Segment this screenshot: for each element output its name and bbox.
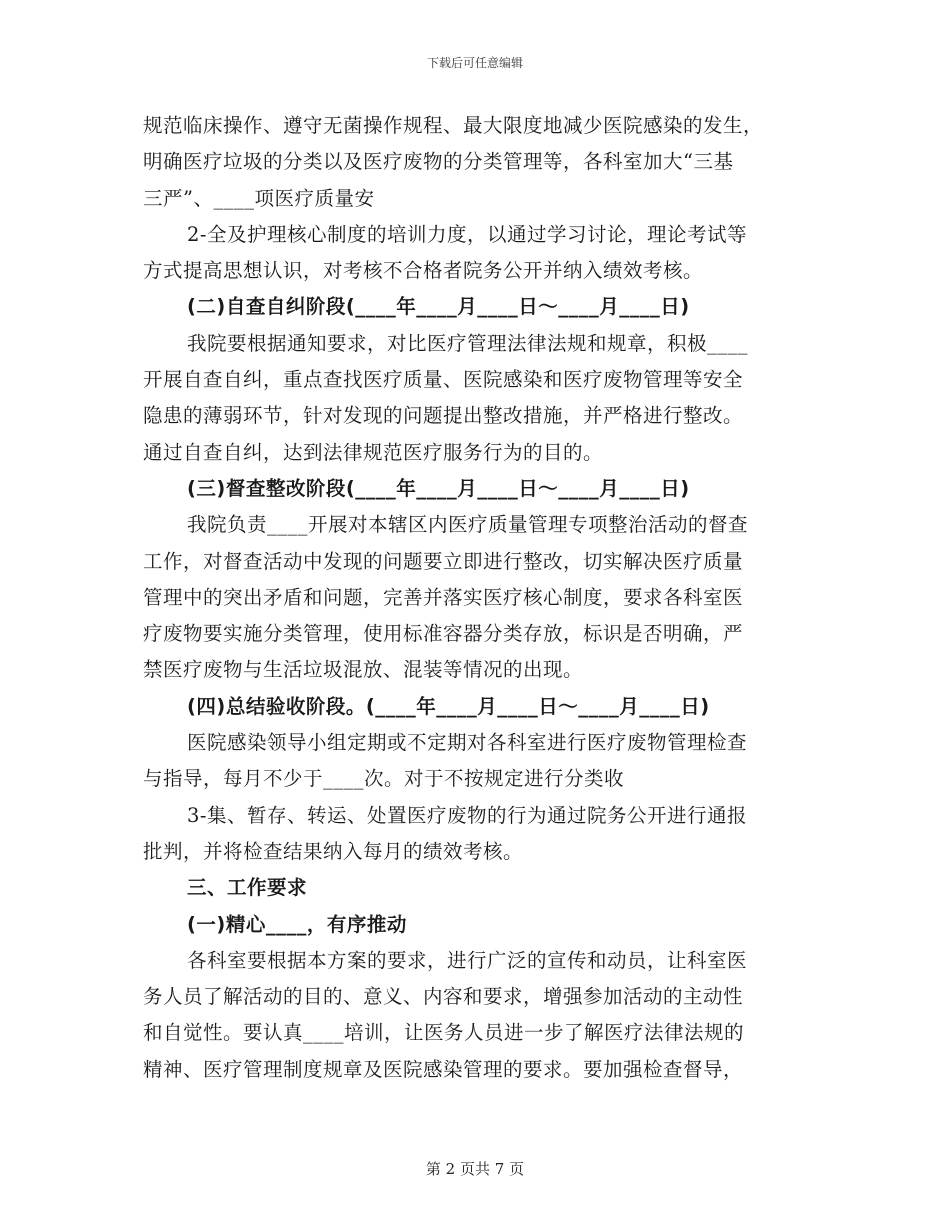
section-heading: (二)自查自纠阶段(____年____月____日～____月____日): [187, 295, 690, 319]
paragraph-line: 3-集、暂存、转运、处置医疗废物的行为通过院务公开进行通报: [187, 803, 747, 827]
paragraph-line: 与指导，每月不少于____次。对于不按规定进行分类收: [143, 767, 625, 791]
paragraph-line: 隐患的薄弱环节，针对发现的问题提出整改措施，并严格进行整改。: [143, 404, 744, 428]
paragraph-line: 管理中的突出矛盾和问题，完善并落实医疗核心制度，要求各科室医: [143, 585, 744, 609]
document-body: [143, 108, 808, 1088]
paragraph-line: 通过自查自纠，达到法律规范医疗服务行为的目的。: [143, 440, 604, 464]
paragraph-line: 务人员了解活动的目的、意义、内容和要求，增强参加活动的主动性: [143, 985, 744, 1009]
section-heading: (三)督查整改阶段(____年____月____日～____月____日): [187, 476, 690, 500]
paragraph-line: 和自觉性。要认真____培训，让医务人员进一步了解医疗法律法规的: [143, 1021, 745, 1045]
paragraph-line: 工作，对督查活动中发现的问题要立即进行整改，切实解决医疗质量: [143, 549, 744, 573]
paragraph-line: 明确医疗垃圾的分类以及医疗废物的分类管理等，各科室加大“三基: [143, 150, 734, 174]
section-heading: (四)总结验收阶段。(____年____月____日～____月____日): [187, 694, 710, 718]
paragraph-line: 疗废物要实施分类管理，使用标准容器分类存放，标识是否明确，严: [143, 622, 744, 646]
paragraph-line: 精神、医疗管理制度规章及医院感染管理的要求。要加强检查督导，: [143, 1057, 744, 1081]
page-footer: 第 2 页共 7 页: [425, 1160, 525, 1178]
paragraph-line: 我院要根据通知要求，对比医疗管理法律法规和规章，积极____: [187, 331, 749, 355]
paragraph-line: 三严”、____项医疗质量安: [143, 186, 375, 210]
paragraph-line: 规范临床操作、遵守无菌操作规程、最大限度地减少医院感染的发生，: [143, 114, 764, 137]
paragraph-line: 方式提高思想认识，对考核不合格者院务公开并纳入绩效考核。: [143, 259, 704, 283]
paragraph-line: 我院负责____开展对本辖区内医疗质量管理专项整治活动的督查: [187, 513, 749, 537]
paragraph-line: 2-全及护理核心制度的培训力度，以通过学习讨论，理论考试等: [187, 222, 747, 246]
section-heading: (一)精心____，有序推动: [187, 912, 407, 936]
page-header: 下载后可任意编辑: [426, 56, 523, 70]
paragraph-line: 批判，并将检查结果纳入每月的绩效考核。: [143, 839, 524, 863]
paragraph-line: 医院感染领导小组定期或不定期对各科室进行医疗废物管理检查: [187, 731, 748, 755]
paragraph-line: 开展自查自纠，重点查找医疗质量、医院感染和医疗废物管理等安全: [143, 368, 744, 392]
section-heading: 三、工作要求: [187, 876, 308, 900]
paragraph-line: 禁医疗废物与生活垃圾混放、混装等情况的出现。: [143, 658, 584, 682]
paragraph-line: 各科室要根据本方案的要求，进行广泛的宣传和动员，让科室医: [187, 948, 748, 972]
